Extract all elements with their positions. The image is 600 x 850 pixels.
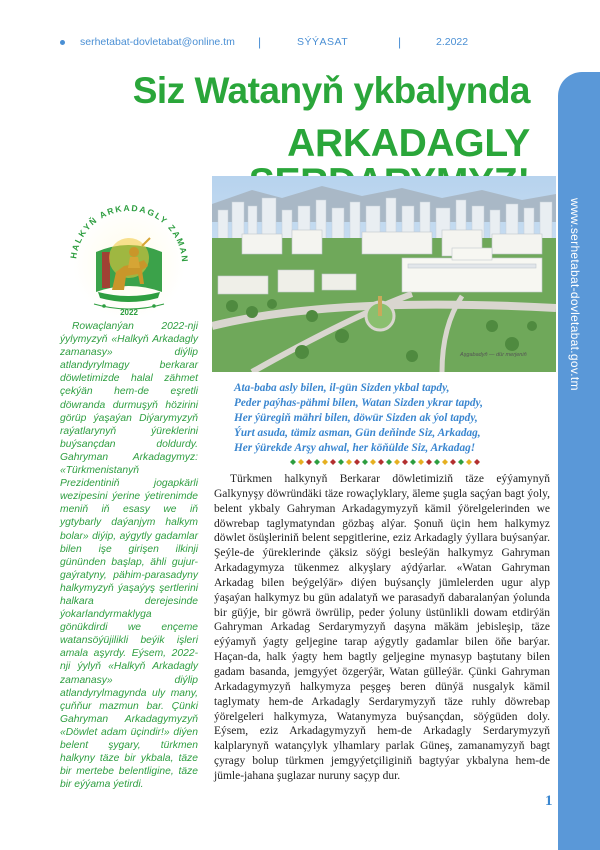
page-header: [0, 36, 600, 56]
poem-line: Ýurt asuda, tämiz asman, Gün deňinde Siz, Arkadag,: [234, 427, 481, 439]
poem-block: [234, 381, 554, 456]
article-body: Türkmen halkynyň Berkarar döwletimiziň täze eýýamynyň Galkynyşy döwründäki täze rowaçlyklary, äleme şugla saçýan bagt ýoly, belent ykbaly Gahryman Arkadagymyzyň kämil ýörelgelerinden we döwrebap taglymatyndan gözbaş alýar. Şonuň üçin hem halkymyz döwlet ösüşleriniň belent sepgitlerine, eziz Arkadagly ýyllara buýsanýar. Şeýle-de ýüreklerinde çäksiz söýgi besleýän halkymyz Gahryman Arkadagymyza tükenmez alkyşlary aýdýarlar. «Watan Gahryman Arkadag bilen beýgelýär» diýen buýsançly jümlelerden ugur alyp ýaşaýan halkymyz bu gün adalatyň we parasadyň dabaralanýan ýolunda bir güýje, bir göwrä öwrülip, peder ýoluny üstünlikli dowam etdirýän Gahryman Arkadag Serdarymyzyň daşyna mäkäm jebisleşip, täze eýýamyň ýagty geljegine tarap aýgytly gadamlar bilen öňe barýar. Haçan-da, halk ýagty hem bagtly geljegine mynasyp baştutany bilen gadam basanda, jemgyýet özgerýär, Watan gülleýär. Çünki Gahryman Arkadagymyzyň halkymyza peşgeş beren dünýä nusgalyk kämil taglymaty hem-de Arkadagly Serdarymyzyň täze ruhly döwrebap ýörelgeleri halkymyza, Watanymyza buýsançdan, söýgüden doly. Eýsem, eziz Arkadagymyzyň hem-de Arkadagly Serdarymyzyň kalplarynyň watançylyk ylhamlary parlak Güneş, zamanamyzyň bagt çyragy bolup türkmen jemgyýetçiliginiň bagtyýar ykbalyna hem-de jümle-jahana şuglazar nuruny saçyp dur.: [214, 473, 550, 782]
poem-line: Peder paýhas-pähmi bilen, Watan Sizden ykrar tapdy,: [234, 397, 483, 409]
emblem-logo: [54, 180, 204, 330]
headline-line-2: ARKADAGLY: [287, 122, 530, 165]
left-column-text: Rowaçlanýan 2022-nji ýylymyzyň «Halkyň Arkadagly zamanasy» diýlip atlandyrylmagy berkarar döwletimizde halal zähmet çekýän hem-de eşretli döwranda durmuşyň hözirini görüp ýaşaýan Diýarymyzyň raýatlarynyň ýüreklerini buýsançdan doldurdy. Gahryman Arkadagymyz: «Türkmenistanyň Prezidentiniň jogapkärli wezipesini ýerine ýetirenimde meniň iň esasy we iň ygtybarly daýanjym halkym bolar» diýip, aýgytly gadamlar bilen işe girişen ilkinji gününden başlap, ähli gujur-gaýratyny, pähim-parasadyny halkymyzyň ýaşaýyş şertlerini halkara derejesinde ýokarlandyrmaklyga gönükdirdi we ençeme watansöýüjilikli beýik işleri amala aşyrdy. Eýsem, 2022-nji ýylyň «Halkyň Arkadagly zamanasy» diýlip atlandyrylmagynda uly many, çuňňur mazmun bar. Çünki Gahryman Arkadagymyzyň «Döwlet adam üçindir!» diýen belent şygary, türkmen halkyny täze bir ykbala, täze bir mertebe belentligine, täze bir eýýama ýetirdi.: [60, 321, 198, 791]
header-email: serhetabat-dovletabat@online.tm: [80, 36, 235, 48]
poem-line: Ata-baba asly bilen, il-gün Sizden ykbal tapdy,: [234, 382, 450, 394]
header-separator: |: [258, 35, 262, 49]
headline-line-1: Siz Watanyň ykbalynda: [132, 70, 530, 111]
city-skyline-image: [212, 176, 556, 372]
header-separator: |: [398, 35, 402, 49]
poem-line: Her ýürekde Arşy ahwal, her köňülde Siz, Arkadag!: [234, 442, 476, 454]
header-date: 2.2022: [436, 36, 469, 48]
photo-caption: Aşgabadyň — dür merjeniň: [460, 352, 527, 358]
emblem-icon: [54, 180, 204, 330]
page-number: 1: [545, 793, 553, 809]
header-section: SÝÝASAT: [297, 36, 349, 48]
poem-line: Her ýüregiň mähri bilen, döwür Sizden ak ýol tapdy,: [234, 412, 478, 424]
bullet-dot-icon: [60, 40, 65, 45]
ornament-divider: [287, 458, 493, 466]
side-tab-url: www.serhetabat-dovletabat.gov.tm: [568, 198, 582, 391]
side-tab: [558, 72, 600, 850]
city-photo: [212, 176, 556, 372]
emblem-ring-text: HALKYŇ ARKADAGLY ZAMAN: [68, 202, 191, 264]
emblem-year: 2022: [120, 308, 138, 317]
